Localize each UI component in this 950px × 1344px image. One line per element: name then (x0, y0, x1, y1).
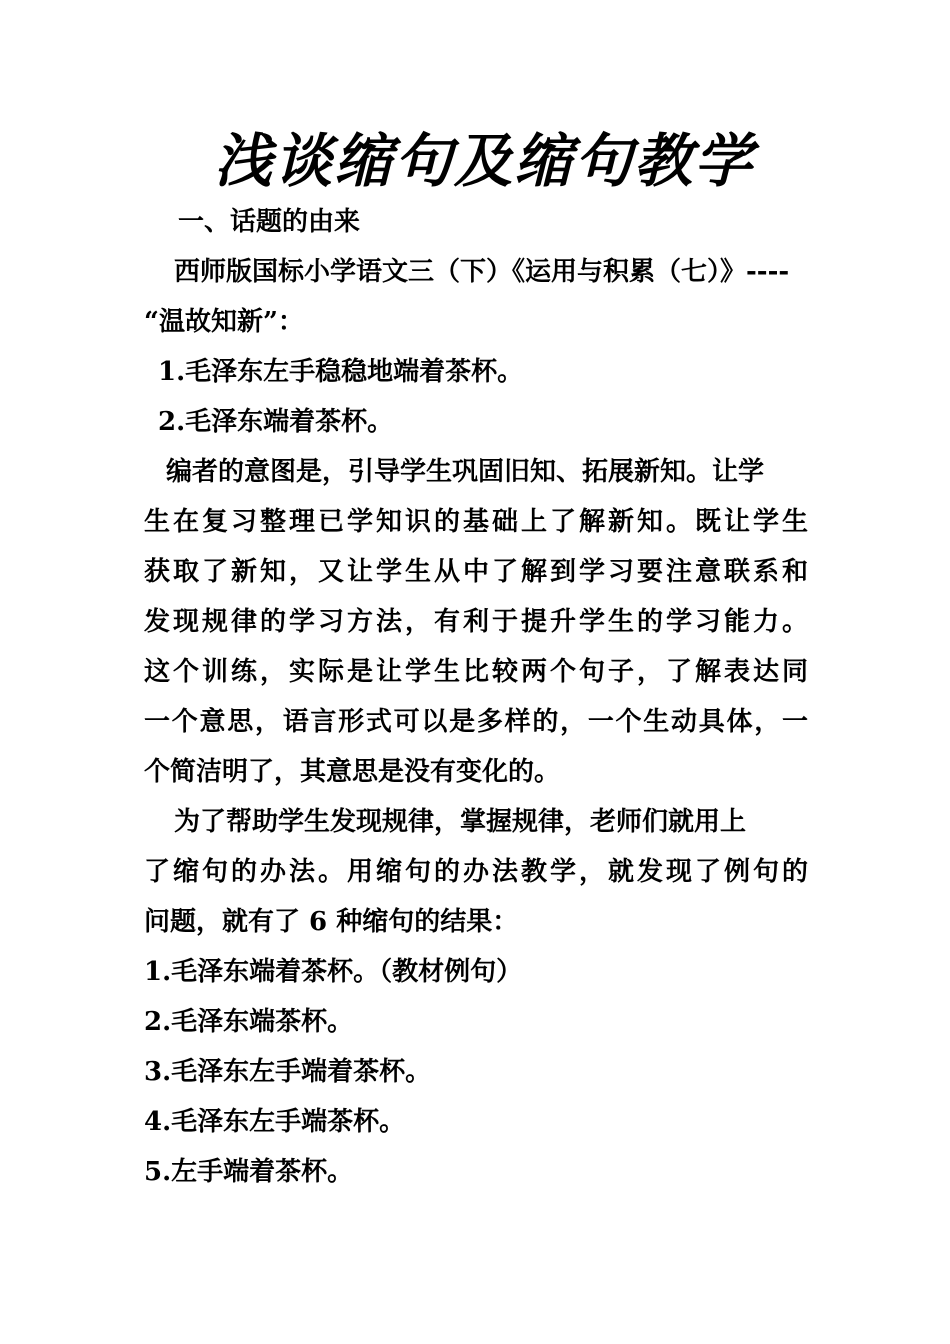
paragraph-2-line-2: 了缩句的办法。用缩句的办法教学，就发现了例句的 (144, 857, 808, 887)
document-title: 浅谈缩句及缩句教学 (213, 127, 754, 195)
result-item-2: 2.毛泽东端茶杯。 (144, 1007, 354, 1037)
paragraph-2-line-3: 问题，就有了 6 种缩句的结果： (144, 907, 519, 937)
paragraph-1-line-1: 编者的意图是，引导学生巩固旧知、拓展新知。让学 (166, 457, 765, 487)
paragraph-1-line-6: 一个意思，语言形式可以是多样的，一个生动具体，一 (144, 707, 808, 737)
example-sentence-1: 1.毛泽东左手稳稳地端着茶杯。 (158, 357, 524, 387)
paragraph-1-line-7: 个简洁明了，其意思是没有变化的。 (144, 757, 561, 787)
intro-line-2: “温故知新”： (144, 307, 304, 337)
paragraph-1-line-5: 这个训练，实际是让学生比较两个句子，了解表达同 (144, 657, 808, 687)
result-item-5: 5.左手端着茶杯。 (144, 1157, 354, 1187)
paragraph-1-line-2: 生在复习整理已学知识的基础上了解新知。既让学生 (144, 507, 808, 537)
intro-line-1: 西师版国标小学语文三（下）《运用与积累（七）》---- (174, 257, 790, 287)
result-item-1: 1.毛泽东端着茶杯。（教材例句） (144, 957, 523, 987)
section-heading: 一、话题的由来 (178, 207, 361, 237)
paragraph-1-line-3: 获取了新知，又让学生从中了解到学习要注意联系和 (144, 557, 808, 587)
example-sentence-2: 2.毛泽东端着茶杯。 (158, 407, 394, 437)
paragraph-2-line-1: 为了帮助学生发现规律，掌握规律，老师们就用上 (174, 807, 747, 837)
paragraph-1-line-4: 发现规律的学习方法，有利于提升学生的学习能力。 (144, 607, 808, 637)
result-item-3: 3.毛泽东左手端着茶杯。 (144, 1057, 432, 1087)
result-item-4: 4.毛泽东左手端茶杯。 (144, 1107, 406, 1137)
